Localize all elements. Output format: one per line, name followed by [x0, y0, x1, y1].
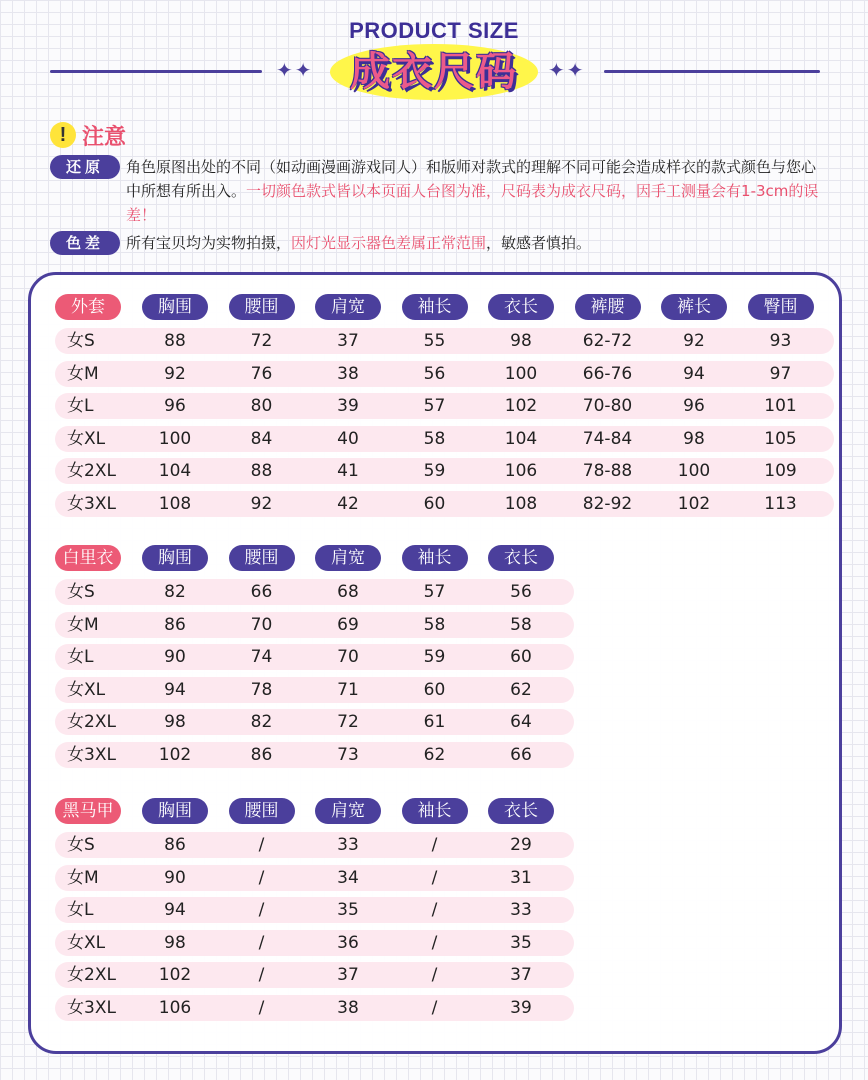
table-cell: / — [431, 965, 438, 985]
table-cell: 60 — [423, 679, 446, 700]
table-cell: 105 — [764, 428, 797, 449]
table-cell: 35 — [510, 932, 532, 953]
table-cell: / — [431, 835, 438, 855]
table-row — [55, 930, 574, 956]
column-header: 胸围 — [142, 798, 208, 824]
table-cell: 57 — [423, 582, 446, 602]
column-header: 袖长 — [402, 294, 468, 320]
notice-title: 注意 — [82, 124, 127, 150]
table-cell: 108 — [158, 493, 192, 514]
table-row — [55, 491, 834, 517]
table-cell: 64 — [510, 712, 532, 732]
notice-text-highlight: 一切颜色款式皆以本页面人台图为准，尺码表为成衣尺码，因手工测量会有1-3cm的误差！ — [126, 182, 819, 224]
table-cell: 94 — [164, 900, 186, 920]
column-header: 衣长 — [488, 294, 554, 320]
table-cell: 36 — [337, 932, 359, 953]
table-cell: 86 — [250, 744, 273, 765]
table-cell: 92 — [683, 331, 705, 351]
size-label: 女M — [67, 363, 99, 384]
table-cell: 58 — [510, 614, 532, 635]
column-header: 肩宽 — [315, 294, 381, 320]
table-row — [55, 742, 574, 768]
category-label: 黑马甲 — [55, 798, 121, 824]
table-cell: / — [258, 900, 265, 920]
table-row — [55, 328, 834, 354]
table-cell: 61 — [423, 712, 446, 732]
table-row — [55, 426, 834, 452]
table-cell: / — [431, 867, 438, 888]
size-label: 女XL — [67, 932, 106, 953]
table-cell: 102 — [504, 396, 538, 416]
notice-text-restore — [126, 155, 826, 227]
table-cell: 70-80 — [582, 396, 633, 416]
table-cell: / — [431, 932, 438, 953]
size-label: 女L — [67, 396, 94, 416]
table-cell: / — [258, 997, 265, 1018]
category-label: 外套 — [55, 294, 121, 320]
table-cell: 72 — [250, 331, 273, 351]
notice-text-color — [126, 231, 826, 255]
table-cell: 33 — [510, 900, 532, 920]
table-cell: 90 — [164, 867, 186, 888]
column-header: 肩宽 — [315, 545, 381, 571]
size-label: 女S — [67, 582, 95, 602]
table-cell: 33 — [337, 835, 359, 855]
page-title: 成衣尺码 — [350, 49, 518, 95]
size-label: 女S — [67, 331, 95, 351]
table-row — [55, 897, 574, 923]
table-cell: / — [258, 965, 265, 985]
table-cell: 97 — [769, 363, 792, 384]
notice-tag-color: 色差 — [50, 231, 120, 255]
table-row — [55, 579, 574, 605]
table-cell: 113 — [764, 493, 797, 514]
table-cell: 82 — [164, 582, 186, 602]
notice-heading — [50, 120, 126, 150]
table-row — [55, 677, 574, 703]
table-row — [55, 865, 574, 891]
table-cell: 68 — [337, 582, 359, 602]
table-cell: 94 — [164, 679, 186, 700]
table-row — [55, 393, 834, 419]
table-cell: 102 — [158, 965, 192, 985]
column-header: 腰围 — [229, 294, 295, 320]
column-header: 胸围 — [142, 294, 208, 320]
table-cell: 59 — [423, 461, 446, 481]
table-cell: 71 — [337, 679, 359, 700]
column-header: 衣长 — [488, 545, 554, 571]
sparkle-icon-left: ✦✦ — [276, 58, 314, 82]
table-cell: 100 — [504, 363, 538, 384]
table-cell: 100 — [158, 428, 192, 449]
table-cell: 88 — [250, 461, 273, 481]
table-cell: 66-76 — [582, 363, 633, 384]
size-label: 女L — [67, 900, 94, 920]
size-label: 女2XL — [67, 461, 116, 481]
size-label: 女XL — [67, 679, 106, 700]
table-cell: 69 — [337, 614, 359, 635]
table-cell: 38 — [337, 363, 359, 384]
table-row — [55, 458, 834, 484]
table-cell: 66 — [510, 744, 532, 765]
table-row — [55, 612, 574, 638]
notice-text-highlight: 因灯光显示器色差属正常范围 — [291, 234, 487, 252]
table-row — [55, 962, 574, 988]
notice-text-normal: 角色原图出处的不同（如动画漫画游戏同人）和版师对款式的理解不同可能会造成样衣的款式颜色与您心中所想有所出入。 — [126, 158, 817, 200]
table-cell: 84 — [250, 428, 273, 449]
table-row — [55, 995, 574, 1021]
table-cell: 60 — [510, 647, 532, 667]
table-cell: 62 — [510, 679, 532, 700]
table-cell: 73 — [337, 744, 359, 765]
table-cell: 101 — [764, 396, 797, 416]
table-cell: 37 — [337, 331, 359, 351]
table-cell: 34 — [337, 867, 359, 888]
table-cell: 108 — [504, 493, 538, 514]
table-cell: 98 — [683, 428, 705, 449]
table-cell: 98 — [164, 712, 186, 732]
size-label: 女L — [67, 647, 94, 667]
table-cell: 86 — [164, 614, 186, 635]
table-cell: 88 — [164, 331, 186, 351]
table-cell: 72 — [337, 712, 359, 732]
notice-text-normal: 所有宝贝均为实物拍摄， — [126, 234, 292, 252]
table-cell: 58 — [423, 428, 446, 449]
table-cell: / — [258, 867, 265, 888]
table-cell: 96 — [683, 396, 705, 416]
table-cell: / — [258, 932, 265, 953]
table-cell: 104 — [504, 428, 538, 449]
column-header: 袖长 — [402, 798, 468, 824]
table-cell: 59 — [423, 647, 446, 667]
table-cell: 100 — [677, 461, 711, 481]
column-header: 臀围 — [748, 294, 814, 320]
table-cell: 58 — [423, 614, 446, 635]
table-cell: 39 — [337, 396, 359, 416]
table-cell: 78 — [250, 679, 273, 700]
notice-text-tail: ，敏感者慎拍。 — [486, 234, 592, 252]
table-cell: 106 — [504, 461, 538, 481]
size-label: 女S — [67, 835, 95, 855]
table-cell: 102 — [158, 744, 192, 765]
table-row — [55, 709, 574, 735]
table-cell: 98 — [164, 932, 186, 953]
column-header: 腰围 — [229, 545, 295, 571]
table-cell: 42 — [337, 493, 359, 514]
table-cell: 74 — [250, 647, 273, 667]
table-cell: 86 — [164, 835, 186, 855]
table-cell: 76 — [250, 363, 273, 384]
table-cell: 38 — [337, 997, 359, 1018]
sparkle-icon-right: ✦✦ — [548, 58, 586, 82]
table-cell: 96 — [164, 396, 186, 416]
table-cell: 37 — [510, 965, 532, 985]
table-cell: 98 — [510, 331, 532, 351]
column-header: 袖长 — [402, 545, 468, 571]
column-header: 肩宽 — [315, 798, 381, 824]
table-cell: 39 — [510, 997, 532, 1018]
table-cell: 62 — [423, 744, 446, 765]
table-cell: 104 — [158, 461, 192, 481]
size-label: 女M — [67, 867, 99, 888]
table-cell: 92 — [250, 493, 273, 514]
size-label: 女2XL — [67, 965, 116, 985]
table-cell: 106 — [158, 997, 192, 1018]
table-cell: 40 — [337, 428, 359, 449]
table-cell: / — [431, 997, 438, 1018]
column-header: 裤腰 — [575, 294, 641, 320]
size-label: 女3XL — [67, 493, 116, 514]
table-cell: 109 — [764, 461, 797, 481]
table-row — [55, 644, 574, 670]
table-cell: 93 — [769, 331, 792, 351]
table-cell: 90 — [164, 647, 186, 667]
table-cell: 37 — [337, 965, 359, 985]
size-label: 女3XL — [67, 997, 116, 1018]
table-row — [55, 361, 834, 387]
table-cell: 66 — [250, 582, 273, 602]
table-cell: 78-88 — [582, 461, 633, 481]
notice-tag-restore: 还原 — [50, 155, 120, 179]
table-cell: 70 — [250, 614, 273, 635]
table-cell: / — [431, 900, 438, 920]
table-cell: 82 — [250, 712, 273, 732]
size-label: 女3XL — [67, 744, 116, 765]
table-cell: / — [258, 835, 265, 855]
table-cell: 35 — [337, 900, 359, 920]
table-cell: 55 — [423, 331, 446, 351]
size-label: 女M — [67, 614, 99, 635]
size-label: 女2XL — [67, 712, 116, 732]
table-cell: 31 — [510, 867, 532, 888]
table-cell: 94 — [683, 363, 705, 384]
table-cell: 60 — [423, 493, 446, 514]
table-cell: 29 — [510, 835, 532, 855]
column-header: 裤长 — [661, 294, 727, 320]
page-title-en: PRODUCT SIZE — [349, 18, 519, 43]
table-cell: 92 — [164, 363, 186, 384]
category-label: 白里衣 — [55, 545, 121, 571]
table-cell: 74-84 — [582, 428, 633, 449]
table-cell: 70 — [337, 647, 359, 667]
column-header: 胸围 — [142, 545, 208, 571]
table-cell: 56 — [423, 363, 446, 384]
size-label: 女XL — [67, 428, 106, 449]
table-cell: 62-72 — [582, 331, 633, 351]
table-cell: 102 — [677, 493, 711, 514]
table-cell: 80 — [250, 396, 273, 416]
column-header: 腰围 — [229, 798, 295, 824]
warning-icon: ! — [50, 122, 76, 148]
page-header — [0, 0, 868, 118]
table-row — [55, 832, 574, 858]
table-cell: 57 — [423, 396, 446, 416]
table-cell: 56 — [510, 582, 532, 602]
column-header: 衣长 — [488, 798, 554, 824]
table-cell: 82-92 — [582, 493, 633, 514]
table-cell: 41 — [337, 461, 359, 481]
